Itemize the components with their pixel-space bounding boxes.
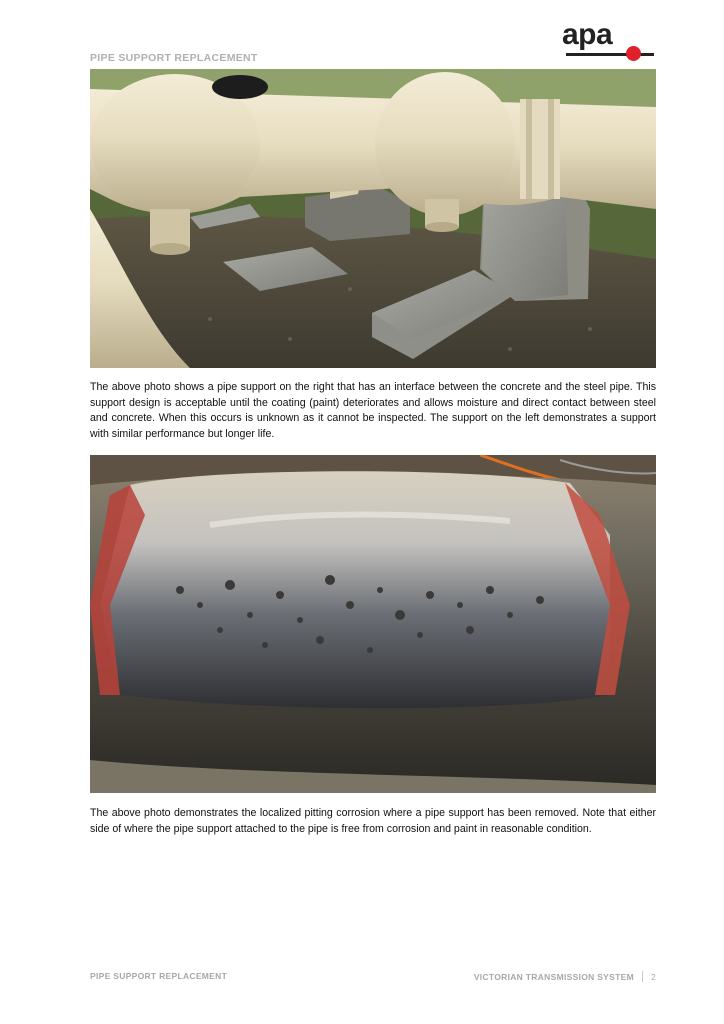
corroded-pipe-illustration [90, 455, 656, 793]
page-header-title: PIPE SUPPORT REPLACEMENT [90, 52, 258, 64]
footer-document-title: PIPE SUPPORT REPLACEMENT [90, 971, 228, 981]
pipe-support-illustration [90, 69, 656, 368]
logo-wordmark: apa [562, 18, 613, 51]
logo-red-dot [626, 46, 641, 61]
page-number: 2 [650, 972, 656, 982]
apa-logo [562, 18, 658, 62]
pitting-corrosion-photo [90, 455, 656, 793]
footer-right-block [474, 971, 656, 982]
photo2-caption: The above photo demonstrates the localized pitting corrosion where a pipe support has been removed. Note that either side of where the pipe support attached to the pipe is free from corrosion and paint in reasonable condition. [90, 807, 656, 835]
footer-system-name: VICTORIAN TRANSMISSION SYSTEM [473, 972, 634, 982]
photo1-caption: The above photo shows a pipe support on the right that has an interface between the concrete and the steel pipe. This support design is acceptable until the coating (paint) deteriorates and allows moisture and direct contact between steel and concrete. When this occurs is unknown as it cannot be inspected. The support on the left demonstrates a support with similar performance but longer life. [90, 381, 656, 440]
pipe-support-photo [90, 69, 656, 368]
footer-divider [642, 971, 643, 982]
